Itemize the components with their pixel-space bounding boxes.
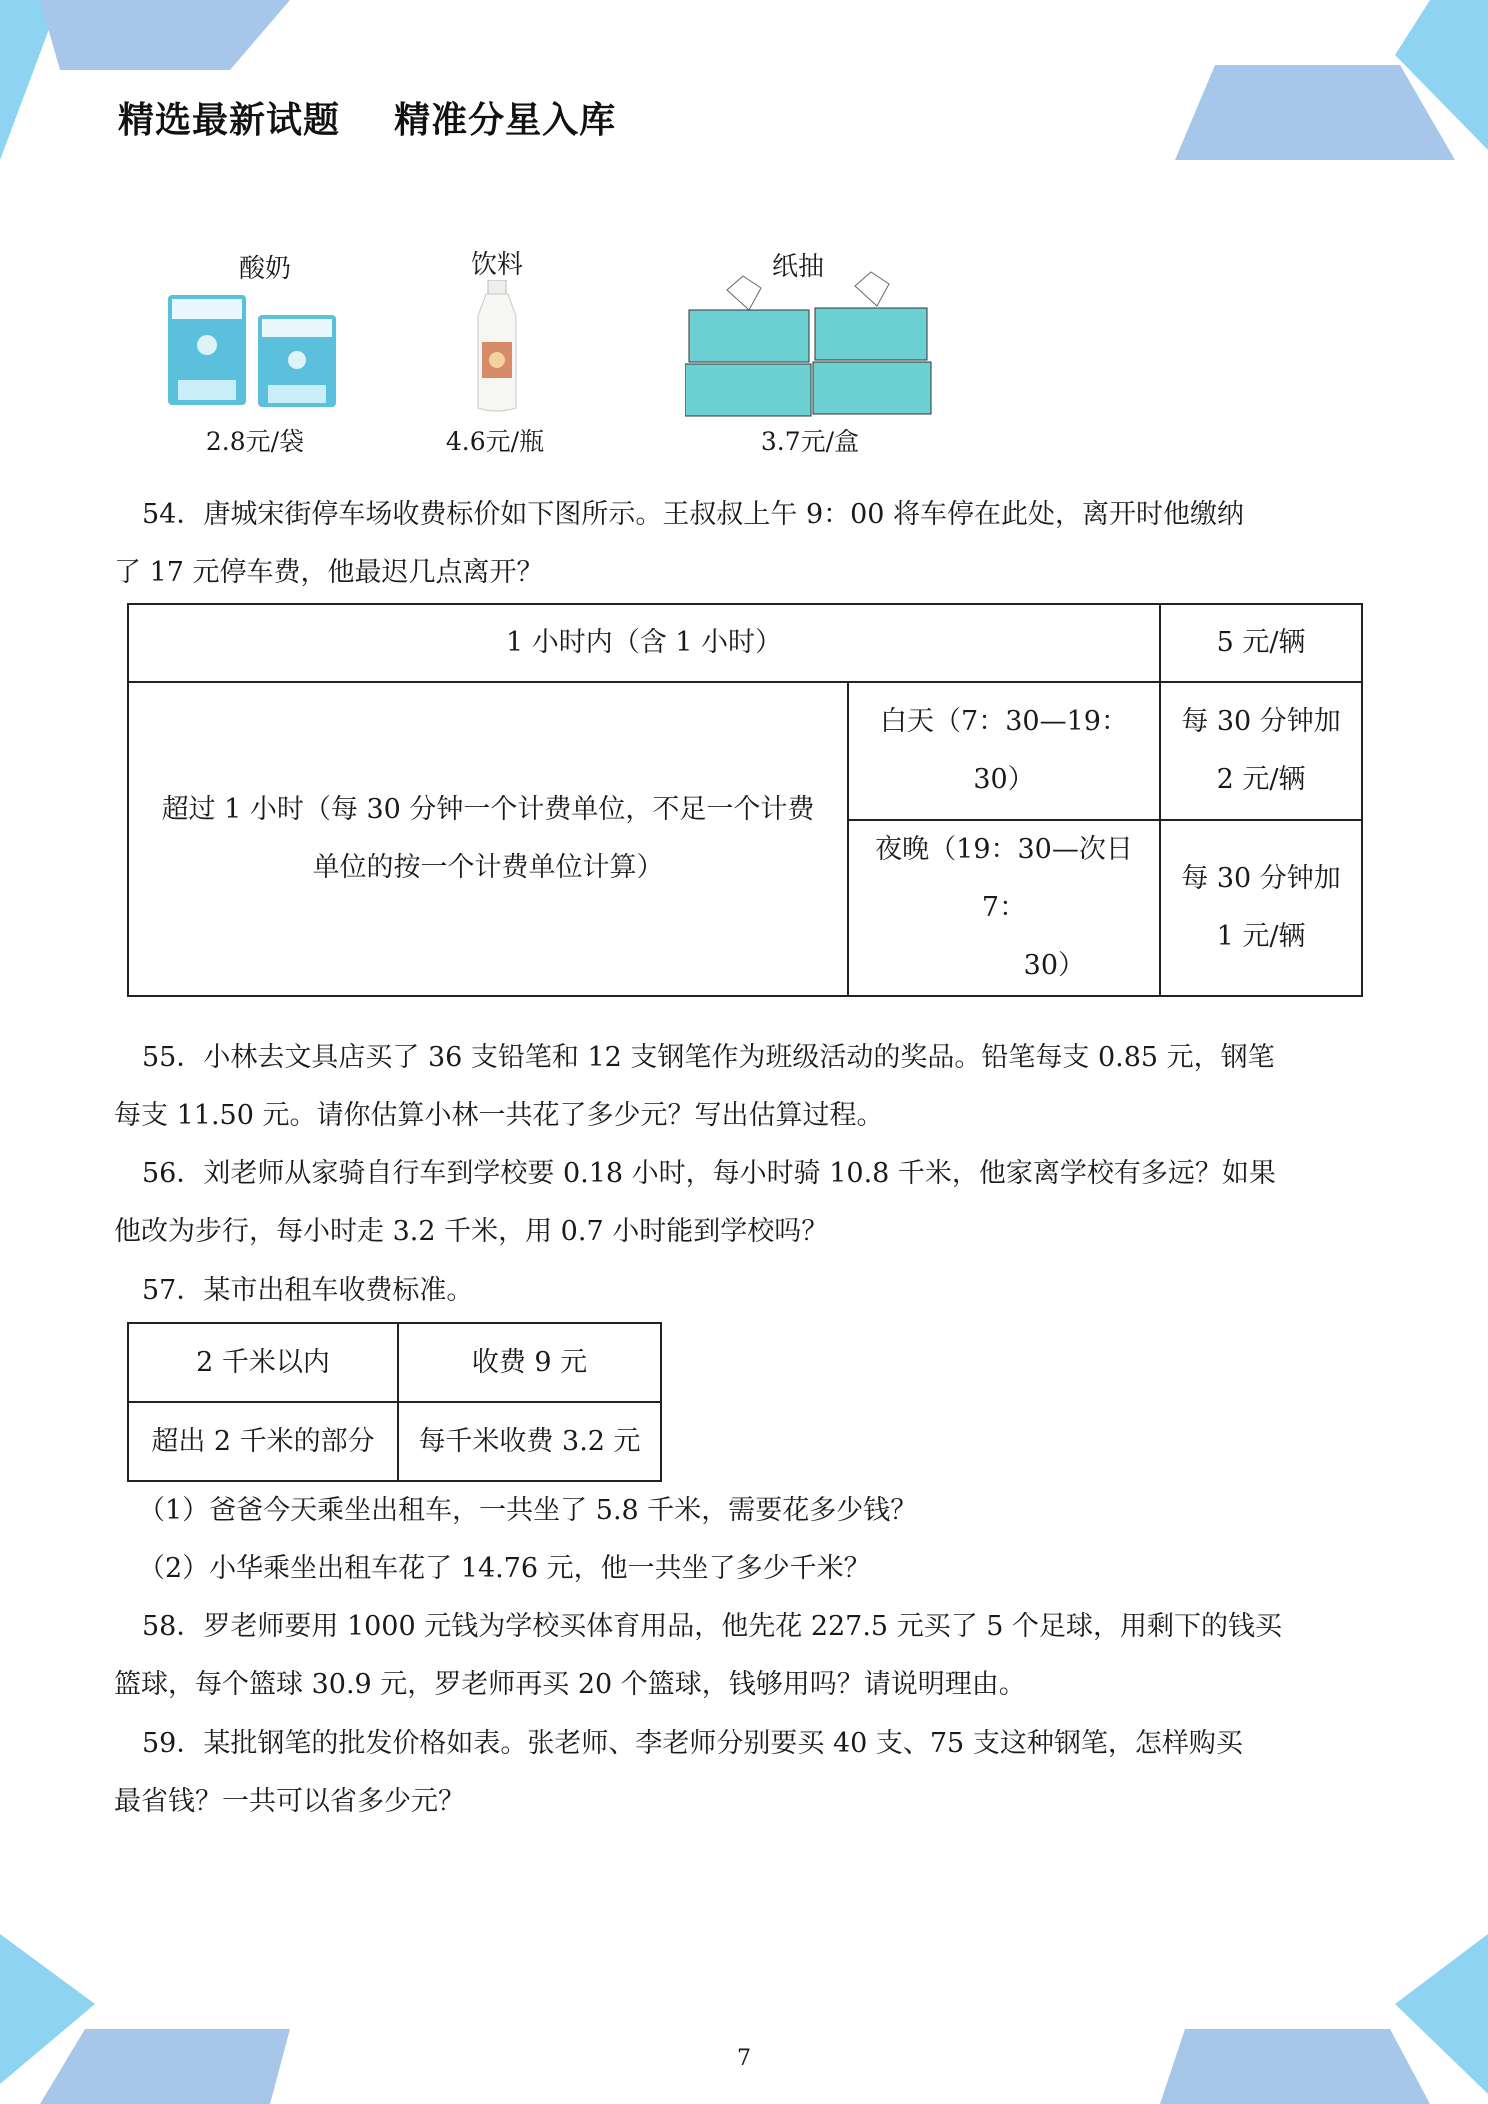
question-57-sub2: （2）小华乘坐出租车花了 14.76 元，他一共坐了多少千米？ [138,1553,871,1584]
parking-day-fee [1160,682,1362,820]
product-price-drink: 4.6元/瓶 [445,427,545,456]
product-label-tissue: 纸抽 [771,252,824,282]
question-55-line2: 每支 11.50 元。请你估算小林一共花了多少元？写出估算过程。 [114,1100,884,1131]
question-54-line2: 了 17 元停车费，他最迟几点离开？ [114,557,544,588]
question-59-line2: 最省钱？一共可以省多少元？ [114,1786,465,1817]
taxi-row2-fee: 每千米收费 3.2 元 [398,1402,661,1481]
yogurt-bags-image [166,285,346,410]
taxi-fee-table [127,1322,662,1482]
question-56 [114,1145,1360,1261]
parking-day-label: 白天（7：30—19：30） [848,682,1160,820]
question-56-line2: 他改为步行，每小时走 3.2 千米，用 0.7 小时能到学校吗？ [114,1216,829,1247]
parking-night-fee [1160,820,1362,996]
parking-over-label-line2: 单位的按一个计费单位计算） [312,852,664,883]
parking-day-fee-line2: 2 元/辆 [1216,764,1306,795]
question-54 [114,486,1360,602]
product-label-yogurt: 酸奶 [238,254,291,284]
parking-night-fee-line2: 1 元/辆 [1216,921,1306,952]
question-58 [114,1598,1360,1714]
taxi-row1-distance: 2 千米以内 [128,1323,398,1402]
question-59-line1: 59．某批钢笔的批发价格如表。张老师、李老师分别要买 40 支、75 支这种钢笔，怎样购买 [142,1728,1243,1759]
product-price-yogurt: 2.8元/袋 [205,427,305,456]
taxi-row1-fee: 收费 9 元 [398,1323,661,1402]
question-55-line1: 55．小林去文具店买了 36 支铅笔和 12 支钢笔作为班级活动的奖品。铅笔每支 0.85 元，钢笔 [142,1042,1275,1073]
parking-night-fee-line1: 每 30 分钟加 [1181,863,1341,894]
corner-decoration-bottom [0,1894,1488,2104]
tissue-boxes-image [685,268,935,418]
drink-bottle-image [472,280,522,415]
question-57: 57．某市出租车收费标准。 [142,1275,474,1306]
parking-over-label-line1: 超过 1 小时（每 30 分钟一个计费单位，不足一个计费 [161,794,815,825]
question-56-line1: 56．刘老师从家骑自行车到学校要 0.18 小时，每小时骑 10.8 千米，他家离学校有多远？如果 [142,1158,1276,1189]
parking-night-label-line1: 夜晚（19：30—次日 7： [875,834,1133,923]
parking-row1-fee: 5 元/辆 [1160,604,1362,682]
page-number: 7 [737,2046,751,2071]
question-58-line2: 篮球，每个篮球 30.9 元，罗老师再买 20 个篮球，钱够用吗？请说明理由。 [114,1669,1026,1700]
product-price-tissue: 3.7元/盒 [760,427,860,456]
corner-decoration-top [0,0,1488,170]
taxi-row2-distance: 超出 2 千米的部分 [128,1402,398,1481]
question-57-sub1: （1）爸爸今天乘坐出租车，一共坐了 5.8 千米，需要花多少钱？ [138,1495,918,1526]
parking-over-label [128,682,848,996]
parking-row1-label: 1 小时内（含 1 小时） [128,604,1160,682]
product-illustrations [150,240,950,460]
parking-fee-table [127,603,1363,997]
question-58-line1: 58．罗老师要用 1000 元钱为学校买体育用品，他先花 227.5 元买了 5 个足球，用剩下的钱买 [142,1611,1283,1642]
question-54-line1: 54．唐城宋街停车场收费标价如下图所示。王叔叔上午 9：00 将车停在此处，离开时他缴纳 [142,499,1245,530]
parking-night-label-line2: 30） [1023,950,1085,981]
question-55 [114,1029,1360,1145]
parking-night-label [848,820,1160,996]
product-label-drink: 饮料 [470,250,523,280]
question-59 [114,1715,1360,1831]
header-title: 精选最新试题 精准分星入库 [118,100,617,141]
parking-day-fee-line1: 每 30 分钟加 [1181,706,1341,737]
